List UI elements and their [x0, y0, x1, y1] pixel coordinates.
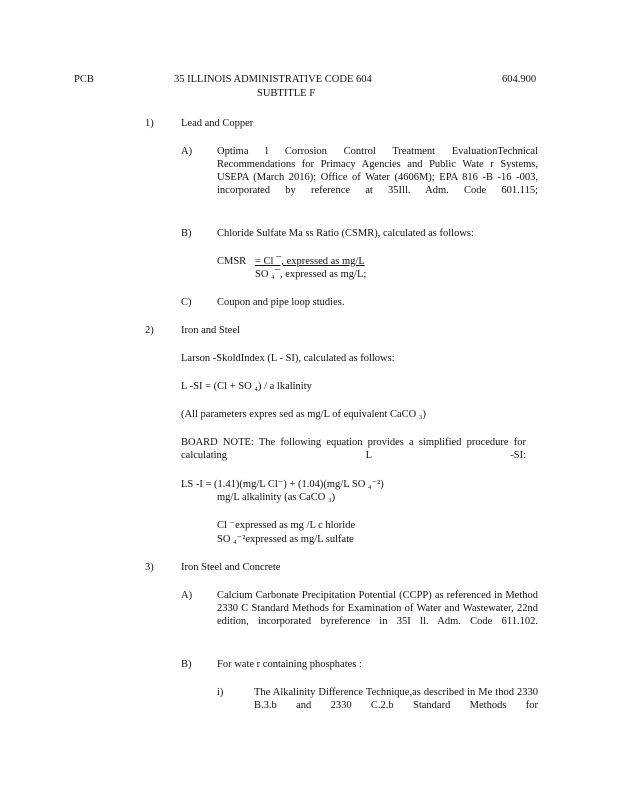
paragraph-ccpp: Calcium Carbonate Precipitation Potential (CCPP) as referenced in Method 2330 C Standard Methods for Examination of Water and Wastewater, 22nd edition, incorporated byreference in 35I ll. Adm. Code 611.102.: [217, 590, 538, 627]
paragraph-parameters: (All parameters expres sed as mg/L of equivalent CaCO ₃): [181, 409, 426, 420]
definition-chloride: Cl ⁻expressed as mg /L c hloride: [217, 520, 356, 531]
board-note: BOARD NOTE: The following equation provides a simplified procedure for calculating L -SI:: [181, 437, 526, 461]
formula-lsi-denominator: mg/L alkalinity (as CaCO ₃): [217, 492, 336, 503]
formula-lsi: L -SI = (Cl + SO ₄) / a lkalinity: [181, 381, 312, 392]
section-heading: Iron Steel and Concrete: [181, 562, 281, 573]
formula-numerator: = Cl ¯, expressed as mg/L: [255, 256, 365, 267]
paragraph-alkalinity-difference: The Alkalinity Difference Technique,as described in Me thod 2330 B.3.b and 2330 C.2.b Standard Methods for: [254, 687, 538, 711]
formula-denominator: SO ₄¯, expressed as mg/L;: [255, 269, 367, 280]
paragraph-coupon: Coupon and pipe loop studies.: [217, 297, 345, 308]
item-number: A): [181, 146, 193, 157]
definition-sulfate: SO ₄⁻²expressed as mg/L sulfate: [217, 534, 354, 545]
item-number: A): [181, 590, 193, 601]
header-subtitle: SUBTITLE F: [257, 88, 316, 99]
paragraph-larson-skold: Larson -SkoldIndex (L - SI), calculated as follows:: [181, 353, 395, 364]
item-number: 2): [145, 325, 154, 336]
item-number: B): [181, 659, 192, 670]
item-number: B): [181, 228, 192, 239]
item-number: i): [217, 687, 224, 698]
header-section-number: 604.900: [502, 74, 537, 85]
item-number: C): [181, 297, 192, 308]
formula-lsi-expanded: LS -I = (1.41)(mg/L Cl⁻) + (1.04)(mg/L SO ₄⁻²): [181, 479, 384, 490]
paragraph-csmr: Chloride Sulfate Ma ss Ratio (CSMR), calculated as follows:: [217, 228, 474, 239]
section-heading: Lead and Copper: [181, 118, 254, 129]
header-agency: PCB: [74, 74, 94, 85]
section-heading: Iron and Steel: [181, 325, 240, 336]
paragraph-corrosion-control: Optima l Corrosion Control Treatment EvaluationTechnical Recommendations for Primacy Agencies and Public Wate r Systems, USEPA (March 2016); Office of Water (4606M); EPA 816 -B -16 -003, incorporated by reference at 35Ill. Adm. Code 601.115;: [217, 146, 538, 196]
header-title: 35 ILLINOIS ADMINISTRATIVE CODE 604: [174, 74, 372, 85]
paragraph-phosphates: For wate r containing phosphates :: [217, 659, 362, 670]
item-number: 3): [145, 562, 154, 573]
formula-label: CMSR: [217, 256, 247, 267]
item-number: 1): [145, 118, 154, 129]
